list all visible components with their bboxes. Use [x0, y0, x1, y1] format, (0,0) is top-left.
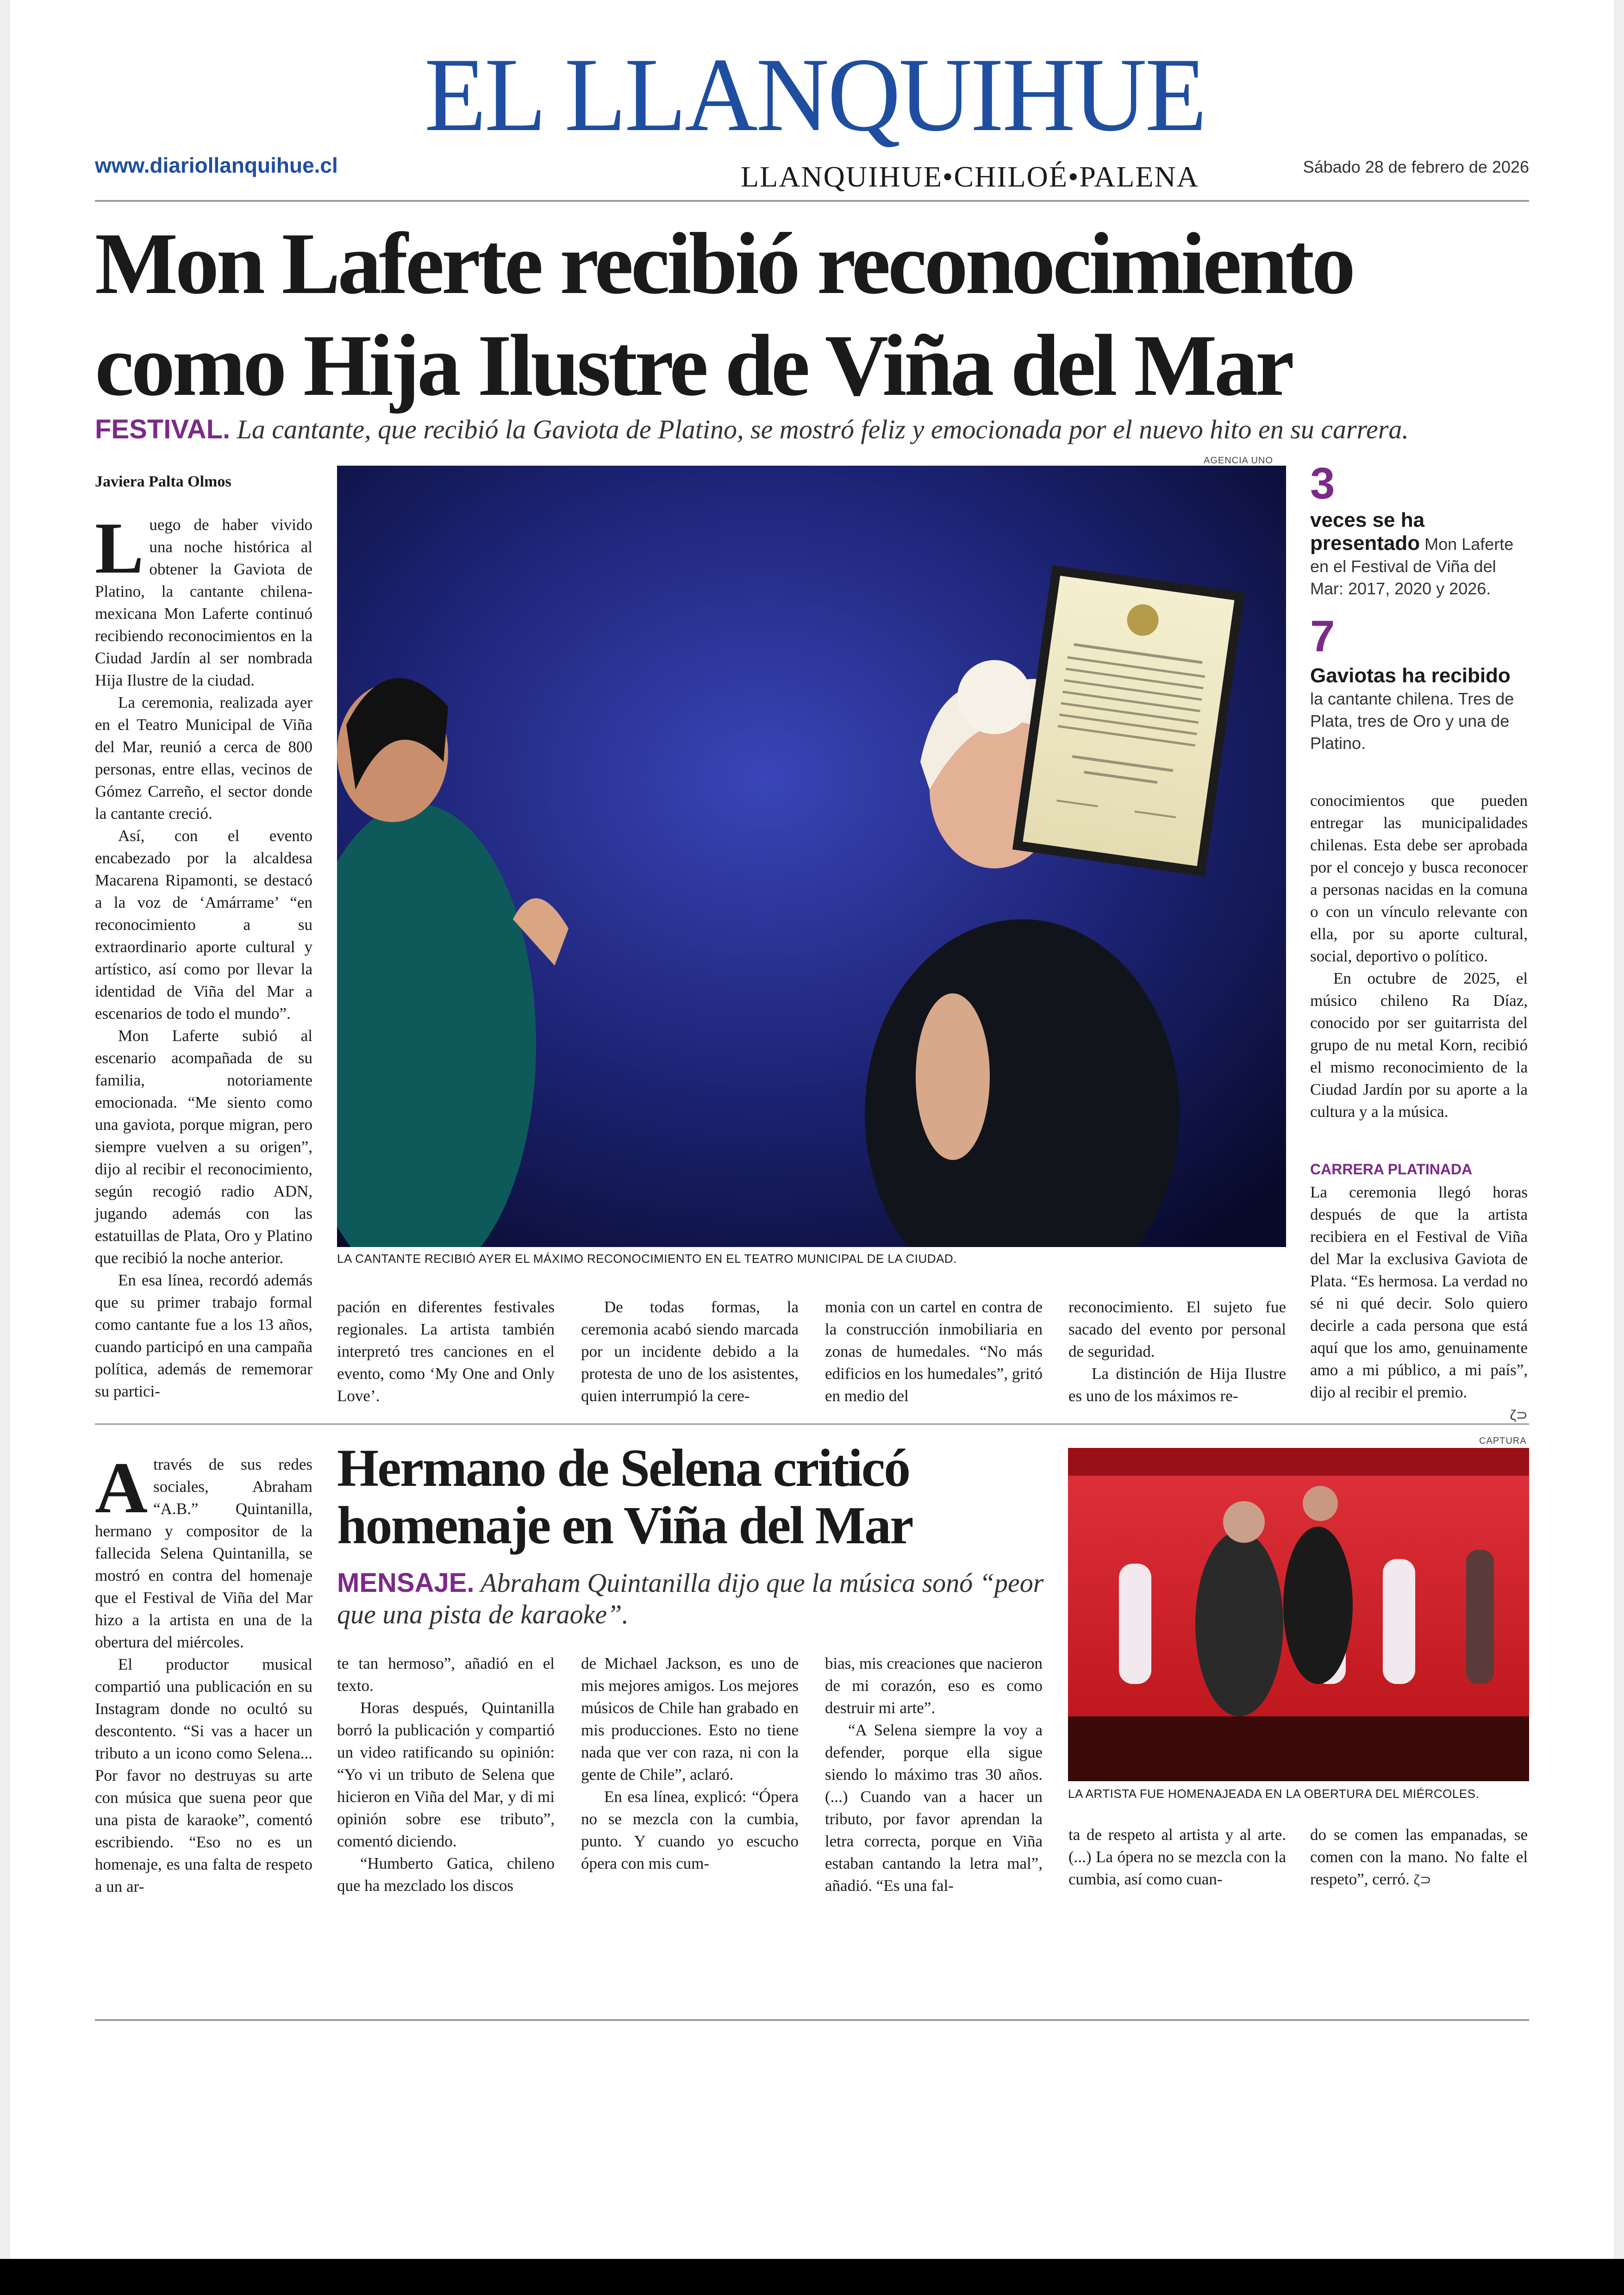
paragraph: En esa línea, recordó además que su primer trabajo formal como cantante fue a los 13 años, cuando participó en una campaña política, además de rememorar su partici-	[95, 1271, 312, 1400]
photo-caption: LA ARTISTA FUE HOMENAJEADA EN LA OBERTURA DEL MIÉRCOLES.	[1068, 1787, 1480, 1801]
story2-column-6	[1310, 1824, 1528, 1891]
photo-caption: LA CANTANTE RECIBIÓ AYER EL MÁXIMO RECONOCIMIENTO EN EL TEATRO MUNICIPAL DE LA CIUDAD.	[337, 1252, 957, 1266]
paragraph: pación en diferentes festivales regionales. La artista también interpretó tres canciones en el evento, como ‘My One and Only Love’.	[337, 1298, 555, 1405]
story2-deck	[337, 1567, 1055, 1630]
fact-body: la cantante chilena. Tres de Plata, tres de Oro y una de Platino.	[1310, 689, 1514, 753]
article-column-4	[825, 1296, 1043, 1407]
page-edge-right	[1614, 0, 1624, 2259]
paragraph: La ceremonia llegó horas después de que la artista recibiera en el Festival de Viña del Mar la exclusiva Gaviota de Plata. “Es hermosa. La verdad no sé ni qué decir. Solo quiero decirle a cada persona que está aquí que los amo, genuinamente amo a mi público, a mi país”, dijo al recibir el premio.	[1310, 1183, 1528, 1401]
drop-cap: L	[95, 508, 144, 589]
main-deck	[95, 414, 1529, 445]
issue-date: Sábado 28 de febrero de 2026	[1303, 157, 1529, 176]
stage-photo-illustration	[1068, 1448, 1529, 1781]
drop-cap: A	[95, 1447, 148, 1528]
paragraph: La ceremonia, realizada ayer en el Teatro Municipal de Viña del Mar, reunió a cerca de 800 personas, entre ellas, vecinos de Gómez Carreño, el sector donde la cantante creció.	[95, 693, 312, 823]
article-column-2	[337, 1296, 555, 1407]
headline-line-2: homenaje en Viña del Mar	[337, 1496, 912, 1555]
paragraph: La distinción de Hija Ilustre es uno de los máximos re-	[1068, 1365, 1286, 1405]
paragraph: Así, con el evento encabezado por la alcaldesa Macarena Ripamonti, se destacó a la voz de ‘Amárrame’ “en reconocimiento a su extraordinario aporte cultural y artístico, así como por llevar la identidad de Viña del Mar a escenarios de todo el mundo”.	[95, 827, 312, 1023]
main-photo	[337, 466, 1286, 1247]
photo-credit: AGENCIA UNO	[1204, 455, 1273, 466]
fact-title: Gaviotas ha recibido	[1310, 664, 1511, 687]
paragraph: conocimientos que pueden entregar las municipalidades chilenas. Esta debe ser aprobada por el concejo y busca reconocer a personas nacidas en la comuna o con un vínculo relevante con ella, por su aporte cultural, social, deportivo o político.	[1310, 792, 1528, 965]
paragraph: través de sus redes sociales, Abraham “A.B.” Quintanilla, hermano y compositor de la fallecida Selena Quintanilla, se mostró en contra del homenaje que el Festival de Viña del Mar hizo a la artista en una de la obertura del miércoles.	[95, 1455, 312, 1651]
story2-headline	[337, 1440, 1055, 1554]
tribute-photo	[1068, 1448, 1529, 1781]
kicker-label: FESTIVAL.	[95, 414, 231, 444]
article-column-1	[95, 508, 312, 1403]
section-divider	[95, 1423, 1529, 1425]
regions-tagline: LLANQUIHUE•CHILOÉ•PALENA	[741, 160, 1199, 193]
fact-number: 3	[1310, 459, 1335, 508]
newspaper-logo: EL LLANQUIHUE	[424, 37, 1206, 153]
paragraph: monia con un cartel en contra de la construcción inmobiliaria en zonas de humedales. “No más edificios en los humedales”, gritó en medio del	[825, 1298, 1043, 1405]
fact-number: 7	[1310, 611, 1335, 661]
end-mark-icon: ζ⊃	[1510, 1408, 1528, 1423]
article-column-3	[581, 1296, 799, 1407]
story2-column-2	[337, 1653, 555, 1897]
paragraph: de Michael Jackson, es uno de mis mejores amigos. Los mejores músicos de Chile han grabado en mis producciones. Esto no tiene nada que ver con raza, ni con la gente de Chile”, aclaró.	[581, 1654, 799, 1784]
kicker-label: MENSAJE.	[337, 1568, 475, 1598]
website-link[interactable]: www.diariollanquihue.cl	[95, 153, 338, 177]
paragraph: uego de haber vivido una noche histórica al obtener la Gaviota de Platino, la cantante chilena-mexicana Mon Laferte continuó recibiendo reconocimientos en la Ciudad Jardín al ser nombrada Hija Ilustre de la ciudad.	[95, 516, 312, 689]
article-column-6	[1310, 790, 1528, 1123]
ceremony-photo-illustration	[337, 466, 1286, 1247]
masthead-rule	[95, 200, 1529, 202]
screen-bottom-bar	[0, 2259, 1624, 2295]
page-edge-left	[0, 0, 10, 2259]
deck-text: La cantante, que recibió la Gaviota de Platino, se mostró feliz y emocionada por el nuevo hito en su carrera.	[237, 414, 1409, 444]
article-column-5	[1068, 1296, 1286, 1407]
paragraph: Horas después, Quintanilla borró la publicación y compartió un video ratificando su opinión: “Yo vi un tributo de Selena que hicieron en Viña del Mar, y di mi opinión sobre ese tributo”, comentó diciendo.	[337, 1699, 555, 1850]
paragraph: En esa línea, explicó: “Ópera no se mezcla con la cumbia, punto. Y cuando yo escucho ópera con mis cum-	[581, 1788, 799, 1872]
section-subhead: CARRERA PLATINADA	[1310, 1161, 1473, 1178]
masthead	[0, 37, 1624, 193]
bottom-rule	[95, 2019, 1529, 2021]
paragraph: El productor musical compartió una publicación en su Instagram donde no ocultó su descontento. “Si vas a hacer un tributo a un icono como Selena... Por favor no destruyas su arte con música que suena peor que una pista de karaoke”, comentó escribiendo. “Eso no es un homenaje, es una falta de respeto a un ar-	[95, 1655, 312, 1896]
fact-title: veces se ha presentado	[1310, 509, 1425, 555]
paragraph: Mon Laferte subió al escenario acompañada de su familia, notoriamente emocionada. “Me siento como una gaviota, porque migran, pero siempre vuelven a su origen”, dijo al recibir el reconocimiento, según recogió radio ADN, jugando además con las estatuillas de Plata, Oro y Platino que recibió la noche anterior.	[95, 1027, 312, 1267]
paragraph: do se comen las empanadas, se comen con la mano. No falte el respeto”, cerró.	[1310, 1826, 1528, 1888]
headline-line-1: Mon Laferte recibió reconocimiento	[95, 215, 1353, 312]
headline-line-1: Hermano de Selena criticó	[337, 1439, 910, 1498]
main-headline	[95, 213, 1529, 417]
story2-column-4	[825, 1653, 1043, 1897]
story2-column-5	[1068, 1824, 1286, 1890]
paragraph: reconocimiento. El sujeto fue sacado del evento por personal de seguridad.	[1068, 1298, 1286, 1360]
paragraph: “Humberto Gatica, chileno que ha mezclado los discos	[337, 1854, 555, 1895]
article-column-6b	[1310, 1181, 1528, 1427]
paragraph: De todas formas, la ceremonia acabó siendo marcada por un incidente debido a la protesta de uno de los asistentes, quien interrumpió la cere-	[581, 1298, 799, 1405]
headline-line-2: como Hija Ilustre de Viña del Mar	[95, 317, 1292, 414]
paragraph: “A Selena siempre la voy a defender, porque ella sigue siendo lo máximo tras 30 años. (...) Cuando van a hacer un tributo, por favor aprendan la letra correcta, porque en Viña estaban cantando la letra mal”, añadió. “Es una fal-	[825, 1721, 1043, 1895]
end-mark-icon: ζ⊃	[1413, 1872, 1431, 1888]
fact-body: Mon Laferte en el Festival de Viña del Mar: 2017, 2020 y 2026.	[1310, 535, 1514, 598]
photo-credit: CAPTURA	[1479, 1436, 1527, 1446]
paragraph: ta de respeto al artista y al arte. (...) La ópera no se mezcla con la cumbia, así como cuan-	[1068, 1826, 1286, 1888]
fact-text	[1310, 665, 1528, 755]
fact-text	[1310, 509, 1528, 600]
paragraph: En octubre de 2025, el músico chileno Ra Díaz, conocido por ser guitarrista del grupo de nu metal Korn, recibió el mismo reconocimiento de la Ciudad Jardín por su aporte a la cultura y a la música.	[1310, 969, 1528, 1121]
paragraph: bias, mis creaciones que nacieron de mi corazón, eso es como destruir mi arte”.	[825, 1654, 1043, 1717]
paragraph: te tan hermoso”, añadió en el texto.	[337, 1654, 555, 1695]
deck-text: Abraham Quintanilla dijo que la música sonó “peor que una pista de karaoke”.	[337, 1568, 1044, 1629]
story2-column-3	[581, 1653, 799, 1875]
story2-column-1	[95, 1447, 312, 1898]
byline: Javiera Palta Olmos	[95, 473, 231, 490]
